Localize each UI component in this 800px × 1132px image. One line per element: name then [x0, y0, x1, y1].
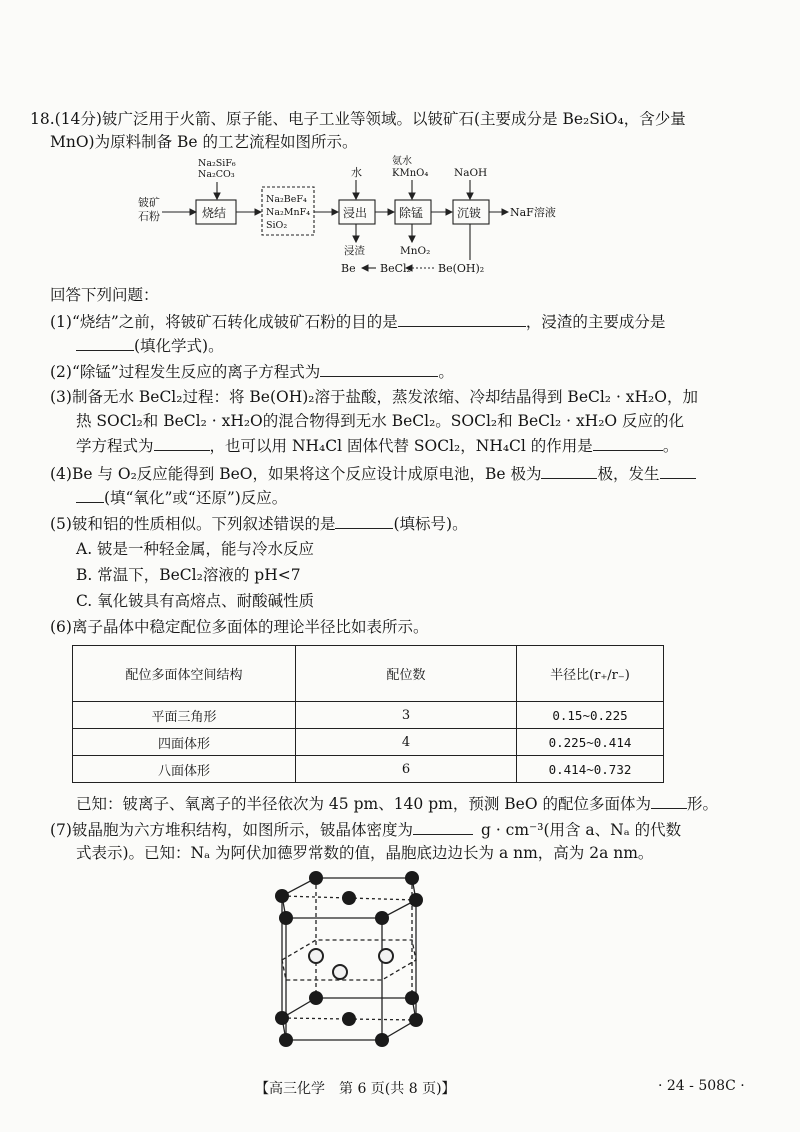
- flow-sinter: 烧结: [202, 206, 227, 220]
- q5-line: (5)铍和铝的性质相似。下列叙述错误的是 (填标号)。: [50, 512, 468, 535]
- radius-ratio-table: [72, 645, 664, 783]
- q5-option-b: B. 常温下，BeCl₂溶液的 pH<7: [76, 566, 301, 584]
- atom-face-center: [342, 1012, 356, 1026]
- flow-water: 水: [351, 166, 362, 179]
- atom-corner: [279, 911, 293, 925]
- q1-answer-blank-1[interactable]: [398, 310, 526, 327]
- flow-naoh: NaOH: [454, 167, 488, 179]
- q4-answer-blank-2[interactable]: [660, 462, 696, 479]
- q6-answer-blank[interactable]: [651, 792, 687, 809]
- q2-line: (2)“除锰”过程发生反应的离子方程式为 。: [50, 360, 454, 383]
- table-row: 八面体形 6 0.414~0.732: [73, 756, 664, 783]
- q4-line1: (4)Be 与 O₂反应能得到 BeO，如果将这个反应设计成原电池，Be 极为 极，发生: [50, 462, 696, 485]
- flow-kmno4: KMnO₄: [392, 168, 429, 179]
- q2-answer-blank[interactable]: [320, 360, 438, 377]
- atom-corner: [405, 991, 419, 1005]
- flow-mix-na2mnf4: Na₂MnF₄: [266, 207, 311, 218]
- atom-corner: [405, 871, 419, 885]
- atom-corner: [375, 911, 389, 925]
- flow-residue: 浸渣: [344, 245, 365, 257]
- q3-line3: 学方程式为 ，也可以用 NH₄Cl 固体代替 SOCl₂，NH₄Cl 的作用是 。: [76, 434, 678, 457]
- q1-line1: (1)“烧结”之前，将铍矿石转化成铍矿石粉的目的是 ，浸渣的主要成分是: [50, 310, 665, 333]
- atom-interior: [379, 949, 393, 963]
- q1-answer-blank-2[interactable]: [76, 334, 134, 351]
- q4-line2: (填“氧化”或“还原”)反应。: [76, 486, 287, 509]
- flow-ammonia: 氨水: [392, 156, 412, 167]
- flow-ore-1: 铍矿: [138, 196, 160, 209]
- flow-beoh2: Be(OH)₂: [438, 262, 485, 275]
- q3-line2: 热 SOCl₂和 BeCl₂ · xH₂O的混合物得到无水 BeCl₂。SOCl₂和 BeCl₂ · xH₂O 反应的化: [76, 412, 685, 430]
- atom-corner: [309, 871, 323, 885]
- q4-answer-blank-3[interactable]: [76, 486, 104, 503]
- atom-face-center: [342, 891, 356, 905]
- q5-answer-blank[interactable]: [335, 512, 393, 529]
- atom-corner: [279, 1033, 293, 1047]
- flow-mno2: MnO₂: [400, 245, 431, 257]
- atom-corner: [409, 1013, 423, 1027]
- flow-mix-na2bef4: Na₂BeF₄: [266, 194, 307, 205]
- flow-reagent-na2sif6: Na₂SiF₆: [198, 158, 236, 169]
- atom-corner: [275, 889, 289, 903]
- flow-leach: 浸出: [343, 206, 368, 220]
- q6-known-line: 已知：铍离子、氧离子的半径依次为 45 pm、140 pm，预测 BeO 的配位多面体为 形。: [76, 792, 718, 815]
- answer-header: 回答下列问题：: [50, 286, 159, 304]
- atom-interior: [309, 949, 323, 963]
- footer-code: · 24 - 508C ·: [658, 1078, 745, 1094]
- process-flow-diagram: [130, 150, 590, 280]
- q5-option-a: A. 铍是一种轻金属，能与冷水反应: [76, 540, 315, 558]
- flow-mix-sio2: SiO₂: [266, 220, 288, 231]
- hexagonal-unit-cell-diagram: [264, 868, 434, 1053]
- q7-line1: (7)铍晶胞为六方堆积结构，如图所示，铍晶体密度为 g · cm⁻³(用含 a、Nₐ 的代数: [50, 818, 681, 841]
- atom-corner: [409, 893, 423, 907]
- atom-interior: [333, 965, 347, 979]
- q3-answer-blank-2[interactable]: [593, 434, 663, 451]
- q6-line: (6)离子晶体中稳定配位多面体的理论半径比如表所示。: [50, 618, 429, 636]
- q18-intro-line1: 18.(14分)铍广泛用于火箭、原子能、电子工业等领域。以铍矿石(主要成分是 Be₂SiO₄，含少量: [30, 110, 686, 128]
- q1-line2: (填化学式)。: [76, 334, 224, 357]
- flow-be: Be: [341, 262, 356, 275]
- flow-becl2: BeCl₂: [380, 262, 411, 275]
- flow-mn-removal: 除锰: [399, 206, 424, 220]
- table-header-ratio: 半径比(r₊/r₋): [517, 646, 664, 702]
- q7-line2: 式表示)。已知：Nₐ 为阿伏加德罗常数的值，晶胞底边边长为 a nm，高为 2a nm。: [76, 844, 654, 862]
- table-row: 四面体形 4 0.225~0.414: [73, 729, 664, 756]
- q7-answer-blank[interactable]: [413, 818, 473, 835]
- q3-line1: (3)制备无水 BeCl₂过程：将 Be(OH)₂溶于盐酸，蒸发浓缩、冷却结晶得到 BeCl₂ · xH₂O，加: [50, 388, 698, 406]
- q18-intro-line2: MnO)为原料制备 Be 的工艺流程如图所示。: [50, 133, 358, 151]
- flow-reagent-na2co3: Na₂CO₃: [198, 169, 235, 180]
- footer-page-info: 【高三化学 第 6 页(共 8 页)】: [255, 1081, 456, 1097]
- flow-naf-solution: NaF溶液: [510, 206, 556, 219]
- q4-answer-blank-1[interactable]: [541, 462, 597, 479]
- table-header-structure: 配位多面体空间结构: [73, 646, 296, 702]
- flow-precip: 沉铍: [457, 206, 482, 220]
- table-header-coordination: 配位数: [296, 646, 517, 702]
- table-row: 平面三角形 3 0.15~0.225: [73, 702, 664, 729]
- q5-option-c: C. 氧化铍具有高熔点、耐酸碱性质: [76, 592, 315, 610]
- atom-corner: [375, 1033, 389, 1047]
- table-header-row: [73, 646, 664, 702]
- flow-ore-2: 石粉: [138, 210, 160, 223]
- q3-answer-blank-1[interactable]: [154, 434, 210, 451]
- atom-corner: [309, 991, 323, 1005]
- atom-corner: [275, 1011, 289, 1025]
